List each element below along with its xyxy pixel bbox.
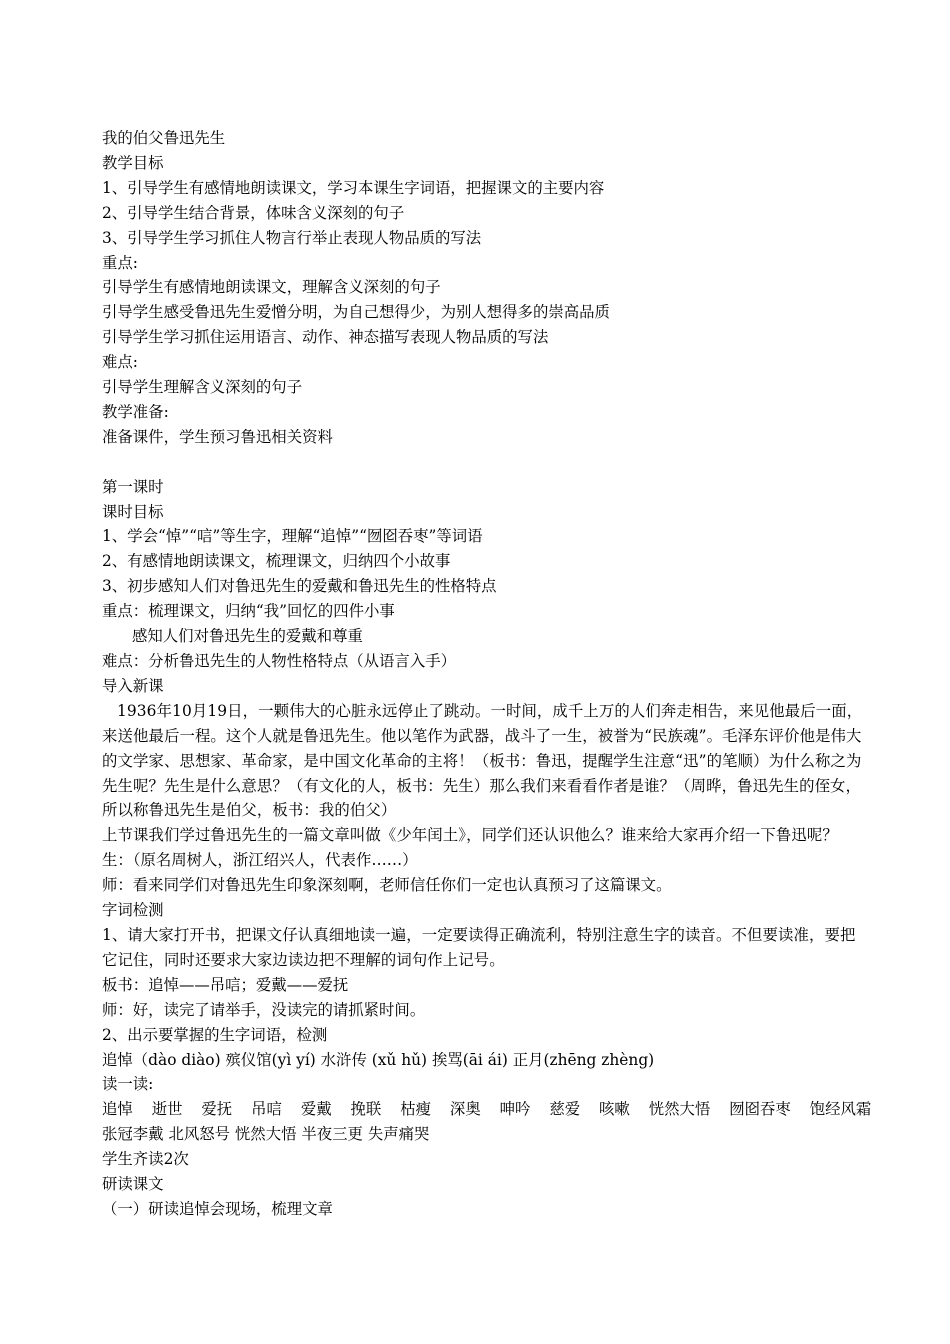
read-word: 呻吟 [499,1100,531,1119]
read-word: 爱戴 [300,1100,332,1119]
read-words-line-2: 张冠李戴 北风怒号 恍然大悟 半夜三更 失声痛哭 [102,1125,430,1144]
heading-difficulty: 难点: [102,353,138,372]
document-page [102,126,872,1222]
read-word: 囫囵吞枣 [729,1100,791,1119]
read-word: 吊唁 [251,1100,282,1119]
read-words-line [102,1097,872,1122]
lesson-key-point-continued: 感知人们对鲁迅先生的爱戴和尊重 [132,627,363,646]
read-word: 逝世 [151,1100,183,1119]
read-word: 挽联 [350,1100,382,1119]
pinyin-line: 追悼（dào diào) 殡仪馆(yì yí) 水浒传 (xǔ hǔ) 挨骂(āi ái) 正月(zhēng zhèng) [102,1050,655,1069]
heading-study-text: 研读课文 [102,1175,164,1194]
word-check-instruction: 1、请大家打开书，把课文仔认真细地读一遍，一定要读得正确流利，特别注意生字的读音。不但要读准，要把它记住，同时还要求大家边读边把不理解的词句作上记号。 [102,925,856,969]
read-word: 爱抚 [201,1100,233,1119]
heading-lesson-goals: 课时目标 [102,502,164,521]
lesson-goal-item: 2、有感情地朗读课文，梳理课文，归纳四个小故事 [102,552,451,571]
read-word: 恍然大悟 [648,1100,711,1119]
key-point-item: 引导学生感受鲁迅先生爱憎分明，为自己想得少，为别人想得多的崇高品质 [102,303,610,322]
read-word: 咳嗽 [599,1100,630,1119]
lesson-goal-item: 3、初步感知人们对鲁迅先生的爱戴和鲁迅先生的性格特点 [102,577,497,596]
heading-word-check: 字词检测 [102,901,164,920]
read-word: 枯瘦 [400,1100,432,1119]
heading-teaching-goals: 教学目标 [102,153,164,172]
student-response: 生：（原名周树人，浙江绍兴人，代表作……） [102,851,418,870]
preparation-item: 准备课件，学生预习鲁迅相关资料 [102,427,333,446]
key-point-item: 引导学生有感情地朗读课文，理解含义深刻的句子 [102,278,441,297]
read-word: 追悼 [102,1100,133,1119]
lesson-title: 第一课时 [102,477,164,496]
read-word: 深奥 [449,1100,481,1119]
read-word: 饱经风霜 [809,1100,872,1119]
teacher-remark-2: 师：好，读完了请举手，没读完的请抓紧时间。 [102,1000,426,1019]
read-word: 慈爱 [549,1100,581,1119]
study-section-1: （一）研读追悼会现场，梳理文章 [102,1199,333,1218]
heading-preparation: 教学准备: [102,402,169,421]
heading-read-aloud: 读一读: [102,1075,154,1094]
lesson-goal-item: 1、学会“悼”“唁”等生字，理解“追悼”“囫囵吞枣”等词语 [102,527,483,546]
goal-item: 1、引导学生有感情地朗读课文，学习本课生字词语，把握课文的主要内容 [102,178,605,197]
key-point-item: 引导学生学习抓住运用语言、动作、神态描写表现人物品质的写法 [102,328,549,347]
board-note: 板书：追悼——吊唁；爱戴——爱抚 [102,975,349,994]
document-title: 我的伯父鲁迅先生 [102,129,226,147]
teacher-remark: 师：看来同学们对鲁迅先生印象深刻啊，老师信任你们一定也认真预习了这篇课文。 [102,876,672,895]
chorus-reading: 学生齐读2次 [102,1150,189,1169]
goal-item: 3、引导学生学习抓住人物言行举止表现人物品质的写法 [102,228,482,247]
heading-introduction: 导入新课 [102,676,164,695]
intro-paragraph: 1936年10月19日，一颗伟大的心脏永远停止了跳动。一时间，成千上万的人们奔走相告，来见他最后一面，来送他最后一程。这个人就是鲁迅先生。他以笔作为武器，战斗了一生，被誉为“民族魂”。毛泽东评价他是伟大的文学家、思想家、革命家，是中国文化革命的主将！（板书：鲁迅，提醒学生注意“迅”的笔顺）为什么称之为先生呢？先生是什么意思？（有文化的人，板书：先生）那么我们来看看作者是谁？（周晔，鲁迅先生的侄女，所以称鲁迅先生是伯父，板书：我的伯父） [102,701,863,820]
difficulty-item: 引导学生理解含义深刻的句子 [102,378,303,397]
heading-key-points: 重点: [102,253,138,272]
lesson-difficulty: 难点：分析鲁迅先生的人物性格特点（从语言入手） [102,652,456,671]
lesson-key-point: 重点：梳理课文，归纳“我”回忆的四件小事 [102,602,395,621]
blank-line [102,450,864,475]
goal-item: 2、引导学生结合背景，体味含义深刻的句子 [102,203,405,222]
intro-paragraph-2: 上节课我们学过鲁迅先生的一篇文章叫做《少年闰土》，同学们还认识他么？谁来给大家再介绍一下鲁迅呢？ [102,826,838,845]
word-check-step-2: 2、出示要掌握的生字词语，检测 [102,1025,328,1044]
